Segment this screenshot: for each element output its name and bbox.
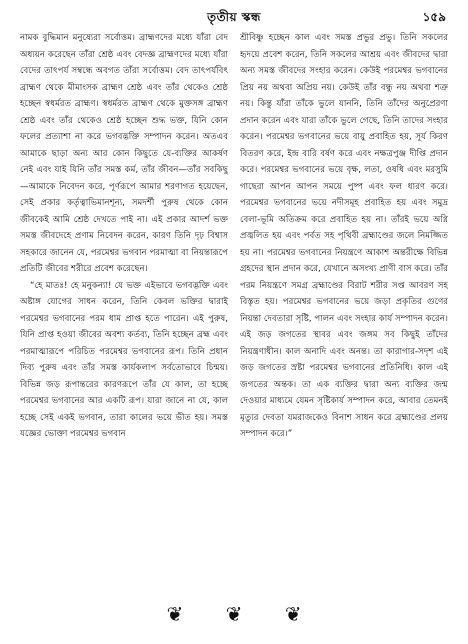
page-number: ১৫৯ <box>422 10 446 24</box>
page-header <box>22 9 446 27</box>
paragraph: শ্রীবিষ্ণু হচ্ছেন কাল এবং সমস্ত প্রভুর প্রভু। তিনি সকলের হৃদয়ে প্রবেশ করেন, তিনি সকলের আশ্রয় এবং জীবদের দ্বারা অন্য সমস্ত জীবদের সংহার করেন। কেউই পরমেশ্বর ভগবানের প্রিয় নয় অথবা অপ্রিয় নয়। কেউই তাঁর বন্ধু নয় অথবা শত্রু নয়। কিন্তু যাঁরা তাঁকে ভুলে যাননি, তিনি তাঁদের অনুপ্রেরণা প্রদান করেন এবং যারা তাঁকে ভুলে গেছে, তিনি তাদের সংহার করেন। পরমেশ্বর ভগবানের ভয়ে বায়ু প্রবাহিত হয়, সূর্য কিরণ বিতরণ করে, ইন্দ্র বারি বর্ষণ করে এবং নক্ষত্রপুঞ্জ দীপ্তি প্রদান করে। পরমেশ্বর ভগবানের ভয়ে বৃক্ষ, লতা, ওষধি এবং মরসুমি গাছেরা আপন আপন সময়ে পুষ্প এবং ফল ধারণ করে। পরমেশ্বর ভগবানের ভয়ে নদীসমূহ প্রবাহিত হয় এবং সমুদ্র বেলা-ভূমি অতিক্রম করে প্রবাহিত হয় না। তাঁরই ভয়ে অগ্নি প্রজ্বলিত হয় এবং পর্বত সহ পৃথিবী ব্রহ্মাণ্ডের জলে নিমজ্জিত হয় না। পরমেশ্বর ভগবানের নিয়ন্ত্রণে আকাশ অন্তরীক্ষে বিভিন্ন গ্রহদের স্থান প্রদান করে, যেখানে অসংখ্য প্রাণী বাস করে। তাঁর পরম নিয়ন্ত্রণে সমগ্র ব্রহ্মাণ্ডের বিরাট শরীর সপ্ত আবরণ সহ বিস্তৃত হয়। পরমেশ্বর ভগবানের ভয়ে জড়া প্রকৃতির গুণের নিয়ন্তা দেবতারা সৃষ্টি, পালন এবং সংহার কার্য সম্পাদন করেন। এই জড় জগতের স্থাবর এবং জঙ্গম সব কিছুই তাঁদের নিয়ন্ত্রণাধীন। কাল অনাদি এবং অনন্ত। তা কারাগার-সদৃশ এই জড় জগতের স্রষ্টা পরমেশ্বর ভগবানের প্রতিনিধি। কাল এই জগতের অন্তক। তা এক ব্যক্তির দ্বারা অন্য ব্যক্তির জন্ম দেওয়ার মাধ্যমে যেমন সৃষ্টিকার্য সম্পাদন করে, আবার তেমনই মৃত্যুর দেবতা যমরাজকেও বিনাশ সাধন করে ব্রহ্মাণ্ডের প্রলয় সম্পাদন করে।” <box>240 33 448 439</box>
paragraph: নামক বুদ্ধিমান মনুষ্যেরা সর্বোত্তম। ব্রাহ্মণদের মধ্যে যাঁরা বেদ অধ্যয়ন করেছেন তাঁরা শ্রেষ্ঠ এবং বেদজ্ঞ ব্রাহ্মণদের মধ্যে যাঁরা বেদের তাৎপর্য সম্বন্ধে অবগত তাঁরা সর্বোত্তম। বেদ তাৎপর্যবিৎ ব্রাহ্মণ থেকে মীমাংসক ব্রাহ্মণ শ্রেষ্ঠ এবং তাঁর থেকেও শ্রেষ্ঠ হচ্ছেন স্বধর্মরত ব্রাহ্মণ। স্বধর্মরত ব্রাহ্মণ থেকে মুক্তসঙ্গ ব্রাহ্মণ শ্রেষ্ঠ এবং তাঁর থেকেও শ্রেষ্ঠ হচ্ছেন শুদ্ধ ভক্ত, যিনি কোন ফলের প্রত্যাশা না করে ভগবদ্ভক্তি সম্পাদন করেন। অতএব আমাকে ছাড়া অন্য আর কোন কিছুতে যে-ব্যক্তির আকর্ষণ নেই এবং যাই যিনি তাঁর সমস্ত কর্ম, তাঁর জীবন—তাঁর সবকিছু—আমাকে নিবেদন করে, পূর্ণরূপে আমার শরণাগত হয়েছেন, সেই প্রকার কর্তৃত্বাভিমানশূন্য, সমদর্শী পুরুষ থেকে কোন জীবকেই আমি শ্রেষ্ঠ দেখতে পাই না। এই প্রকার আদর্শ ভক্ত সমস্ত জীবদেহে প্রণাম নিবেদন করেন, কারণ তিনি দৃঢ় বিশ্বাস সহকারে জানেন যে, পরমেশ্বর ভগবান পরমাত্মা বা নিয়ন্তারূপে প্রতিটি জীবের শরীরে প্রবেশ করেছেন। <box>20 33 228 274</box>
paragraph: “হে মাতঃ! হে মনুকন্যা! যে ভক্ত এইভাবে ভগবদ্ভক্তি এবং অষ্টাঙ্গ যোগের সাধন করেন, তিনি কেবল ভক্তির দ্বারাই পরমেশ্বর ভগবানের পরম ধাম প্রাপ্ত হতে পারেন। এই পুরুষ, যিনি প্রাপ্ত হওয়া জীবের অবশ্য কর্তব্য, তিনি হচ্ছেন ব্রহ্ম এবং পরমাত্মারূপে পরিচিত পরমেশ্বর ভগবানের রূপ। তিনি প্রধান দিব্য পুরুষ এবং তাঁর সমস্ত কার্যকলাপ সর্বতোভাবে চিন্ময়। বিভিন্ন জড় রূপান্তরের কারণরূপে তাঁর যে কাল, তা হচ্ছে পরমেশ্বর ভগবানের আর একটি রূপ। যারা জানে না যে, কাল হচ্ছে সেই একই ভগবান, তারা কালের ভয়ে ভীত হয়। সমস্ত যজ্ঞের ভোক্তা পরমেশ্বর ভগবান <box>20 280 228 439</box>
left-column <box>20 30 228 600</box>
running-head: তৃতীয় স্কন্ধ <box>207 10 261 24</box>
ornament-divider: ❦ ❦ ❦ <box>166 602 320 626</box>
right-column <box>240 30 448 600</box>
text-columns <box>20 30 448 600</box>
